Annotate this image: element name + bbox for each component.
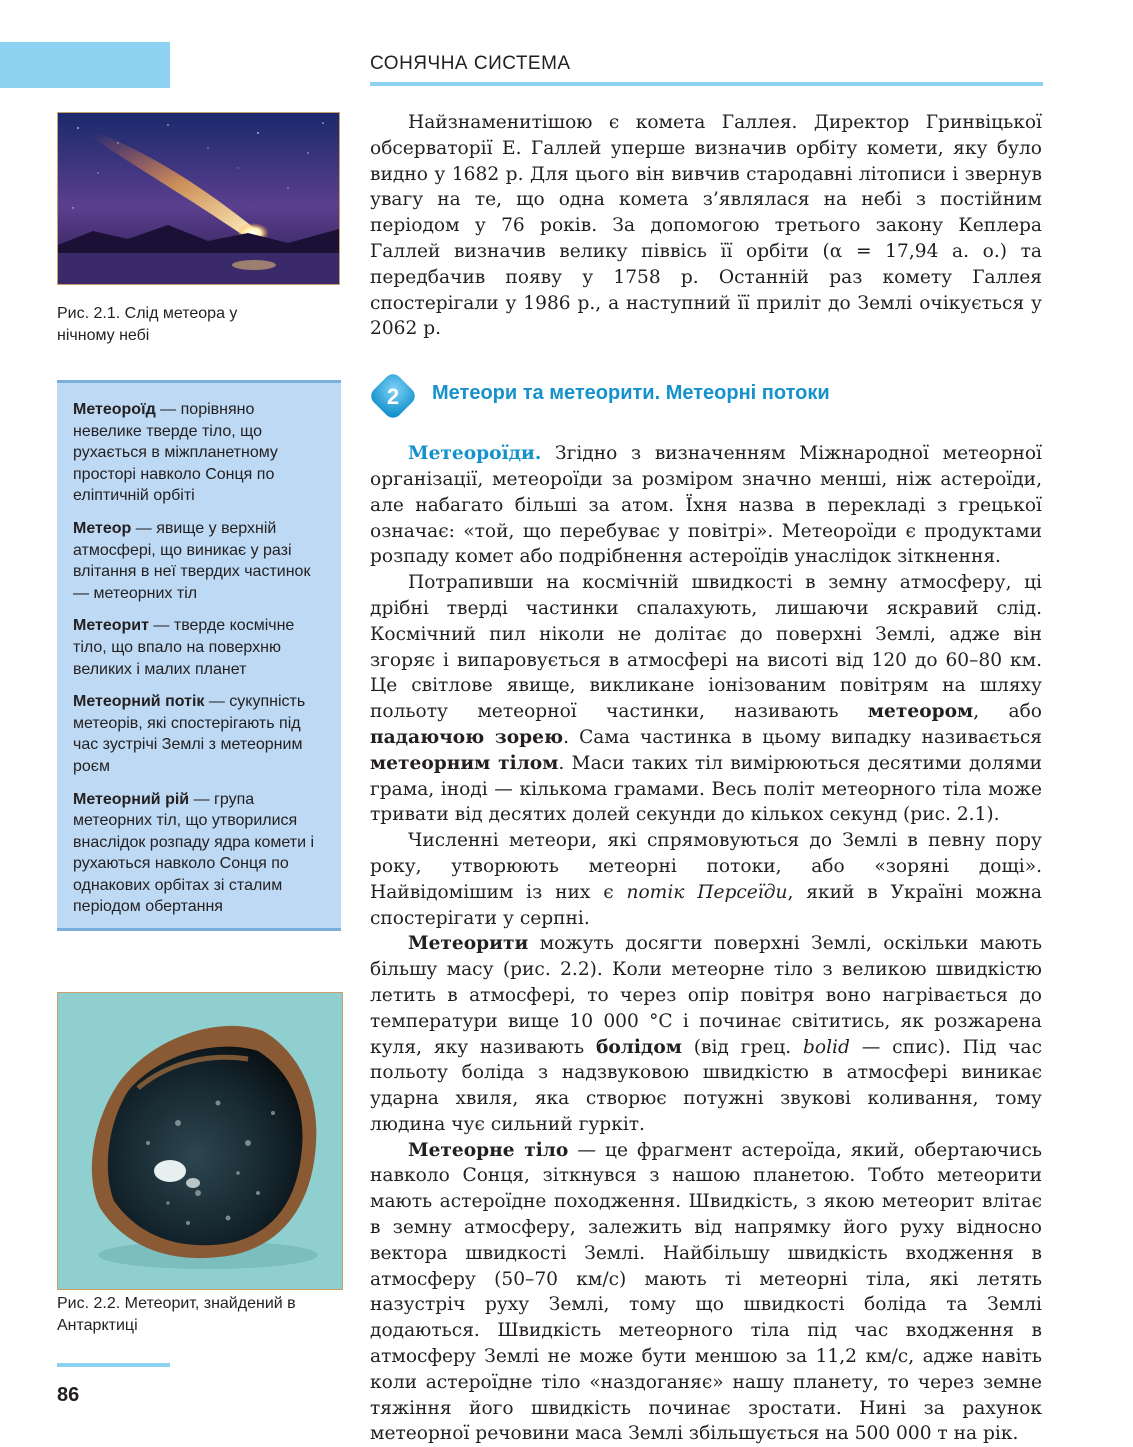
body-paragraph: Метеорне тіло — це фрагмент астероїда, який, обертаючись навколо Сонця, зіткнувся з нашою планетою. Тобто метеорити мають астероїдне походження. Швидкість, з якою метеорит влітає в земну атмосферу, залежить від напрямку його руху відносно вектора швидкості Землі. Найбільшу швидкість входження в атмосферу (50–70 км/с) мають ті метеорні тіла, які летять назустріч руху Землі, тому що швидкості боліда та Землі додаються. Швидкість метеорного тіла під час входження в атмосферу Землі не може бути меншою за 11,2 км/с, адже навіть коли астероїдне тіло «наздоганяє» нашу планету, то через земне тяжіння його швидкість починає зростати. Нині за рахунок метеорної речовини маса Землі збільшується на 500 000 т на рік. xyxy=(370,1139,1042,1445)
italic-term: bolid xyxy=(803,1036,850,1058)
glossary-term: Метеороїд xyxy=(73,401,156,418)
glossary-term: Метеорний рій xyxy=(73,790,190,808)
body-paragraph: Потрапивши на космічній швидкості в земну атмосферу, ці дрібні тверді частинки спалахують, лишаючи яскравий слід. Космічний пил ніколи не долітає до поверхні Землі, адже він згоряє і випаровується в атмосфері на висоті від 120 до 60–80 км. Це світлове явище, викликане іонізованим повітрям на шляху польоту метеорної частинки, називають метеором, або падаючою зорею. Сама частинка в цьому випадку називається метеорним тілом. Маси таких тіл вимірюються десятими долями грама, іноді — кількома грамами. Весь політ метеорного тіла може тривати від десятих долей секунди до кількох секунд (рис. 2.1). xyxy=(370,572,1042,826)
bold-term: метеорним тілом xyxy=(370,752,559,774)
glossary-entry xyxy=(73,789,327,919)
figure-caption: Рис. 2.1. Слід метеора у нічному небі xyxy=(57,305,238,344)
page-number: 86 xyxy=(57,1384,80,1406)
running-header-title: СОНЯЧНА СИСТЕМА xyxy=(370,53,571,74)
italic-term: потік Персеїди xyxy=(626,881,788,903)
bold-term: Метеорне тіло xyxy=(408,1139,569,1161)
section-number-badge-icon xyxy=(370,373,416,419)
bold-term: болідом xyxy=(595,1036,682,1058)
figure-caption: Рис. 2.2. Метеорит, знайдений в Антарктиці xyxy=(57,1295,296,1334)
glossary-definition: — явище у верхній атмосфері, що виникає у разі влітання в неї твердих частинок — метеорних тіл xyxy=(73,519,311,602)
glossary-entry xyxy=(73,518,327,604)
figure-meteor-trail xyxy=(57,112,340,285)
bold-term: Метеорити xyxy=(408,933,529,955)
main-text-column xyxy=(370,110,1042,1447)
bold-term: падаючою зорею xyxy=(370,726,564,748)
glossary-definition: — група метеорних тіл, що утворилися внаслідок розпаду ядра комети і рухаються навколо Сонця по однакових орбітах зі сталим періодом обертання xyxy=(73,790,315,916)
figure-meteorite xyxy=(57,992,343,1290)
body-paragraph: Численні метеори, які спрямовуються до Землі в певну пору року, утворюють метеорні потоки, або «зоряні дощі». Найвідомішим із них є потік Персеїди, який в Україні можна спостерігати у серпні. xyxy=(370,830,1043,929)
intro-paragraph: Найзнаменитішою є комета Галлея. Директор Гринвіцької обсерваторії Е. Галлей уперше визначив орбіту комети, яку було видно у 1682 р. Для цього він вивчив стародавні літописи і звернув увагу на те, що одна комета з’являлася на небі з постійним періодом у 76 років. За допомогою третього закону Кеплера Галлей визначив велику піввісь її орбіти (α = 17,94 а. о.) та передбачив появу у 1758 р. Останній раз комету Галлея спостерігали у 1986 р., а наступний її приліт до Землі очікується у 2062 р. xyxy=(370,112,1042,340)
glossary-entry xyxy=(73,691,327,777)
glossary-box xyxy=(57,380,341,931)
corner-color-tab xyxy=(0,42,170,88)
meteor-night-sky-illustration xyxy=(58,113,339,284)
body-paragraph: Метеорити можуть досягти поверхні Землі, оскільки мають більшу масу (рис. 2.2). Коли метеорне тіло з великою швидкістю летить в атмосфері, то через опір повітря воно нагрівається до температури вище 10 000 °С і починає світитись, як розжарена куля, яку називають болідом (від грец. bolid — спис). Під час польоту боліда з надзвуковою швидкістю в атмосфері виникає ударна хвиля, яка створює потужні звукові коливання, тому людина чує сильний гуркіт. xyxy=(370,933,1042,1135)
header-rule xyxy=(370,82,1043,86)
bold-term: метеором xyxy=(867,701,974,723)
glossary-definition: — порівняно невелике тверде тіло, що рухається в міжпланетному просторі навколо Сонця по еліптичній орбіті xyxy=(73,401,278,505)
section-number: 2 xyxy=(386,384,400,410)
glossary-definition: — тверде космічне тіло, що впало на поверхню великих і малих планет xyxy=(73,617,295,678)
section-heading xyxy=(370,370,1042,426)
footer-rule xyxy=(57,1363,170,1367)
glossary-entry xyxy=(73,615,327,680)
glossary-term: Метеорит xyxy=(73,617,149,635)
lead-term: Метеороїди. xyxy=(408,443,542,465)
meteorite-rock-illustration xyxy=(58,993,342,1289)
glossary-term: Метеорний потік xyxy=(73,693,205,711)
section-title: Метеори та метеорити. Метеорні потоки xyxy=(432,382,830,405)
body-paragraph: Метеороїди. Згідно з визначенням Міжнародної метеорної організації, метеороїди за розміром значно менші, ніж астероїди, але набагато більші за атом. Їхня назва в перекладі з грецької означає: «той, що перебуває у повітрі». Метеороїди є продуктами розпаду комет або подрібнення астероїдів унаслідок зіткнення. xyxy=(370,443,1042,568)
glossary-definition: — сукупність метеорів, які спостерігають під час зустрічі Землі з метеорним роєм xyxy=(73,693,306,775)
glossary-entry xyxy=(73,399,327,507)
glossary-term: Метеор xyxy=(73,519,132,537)
